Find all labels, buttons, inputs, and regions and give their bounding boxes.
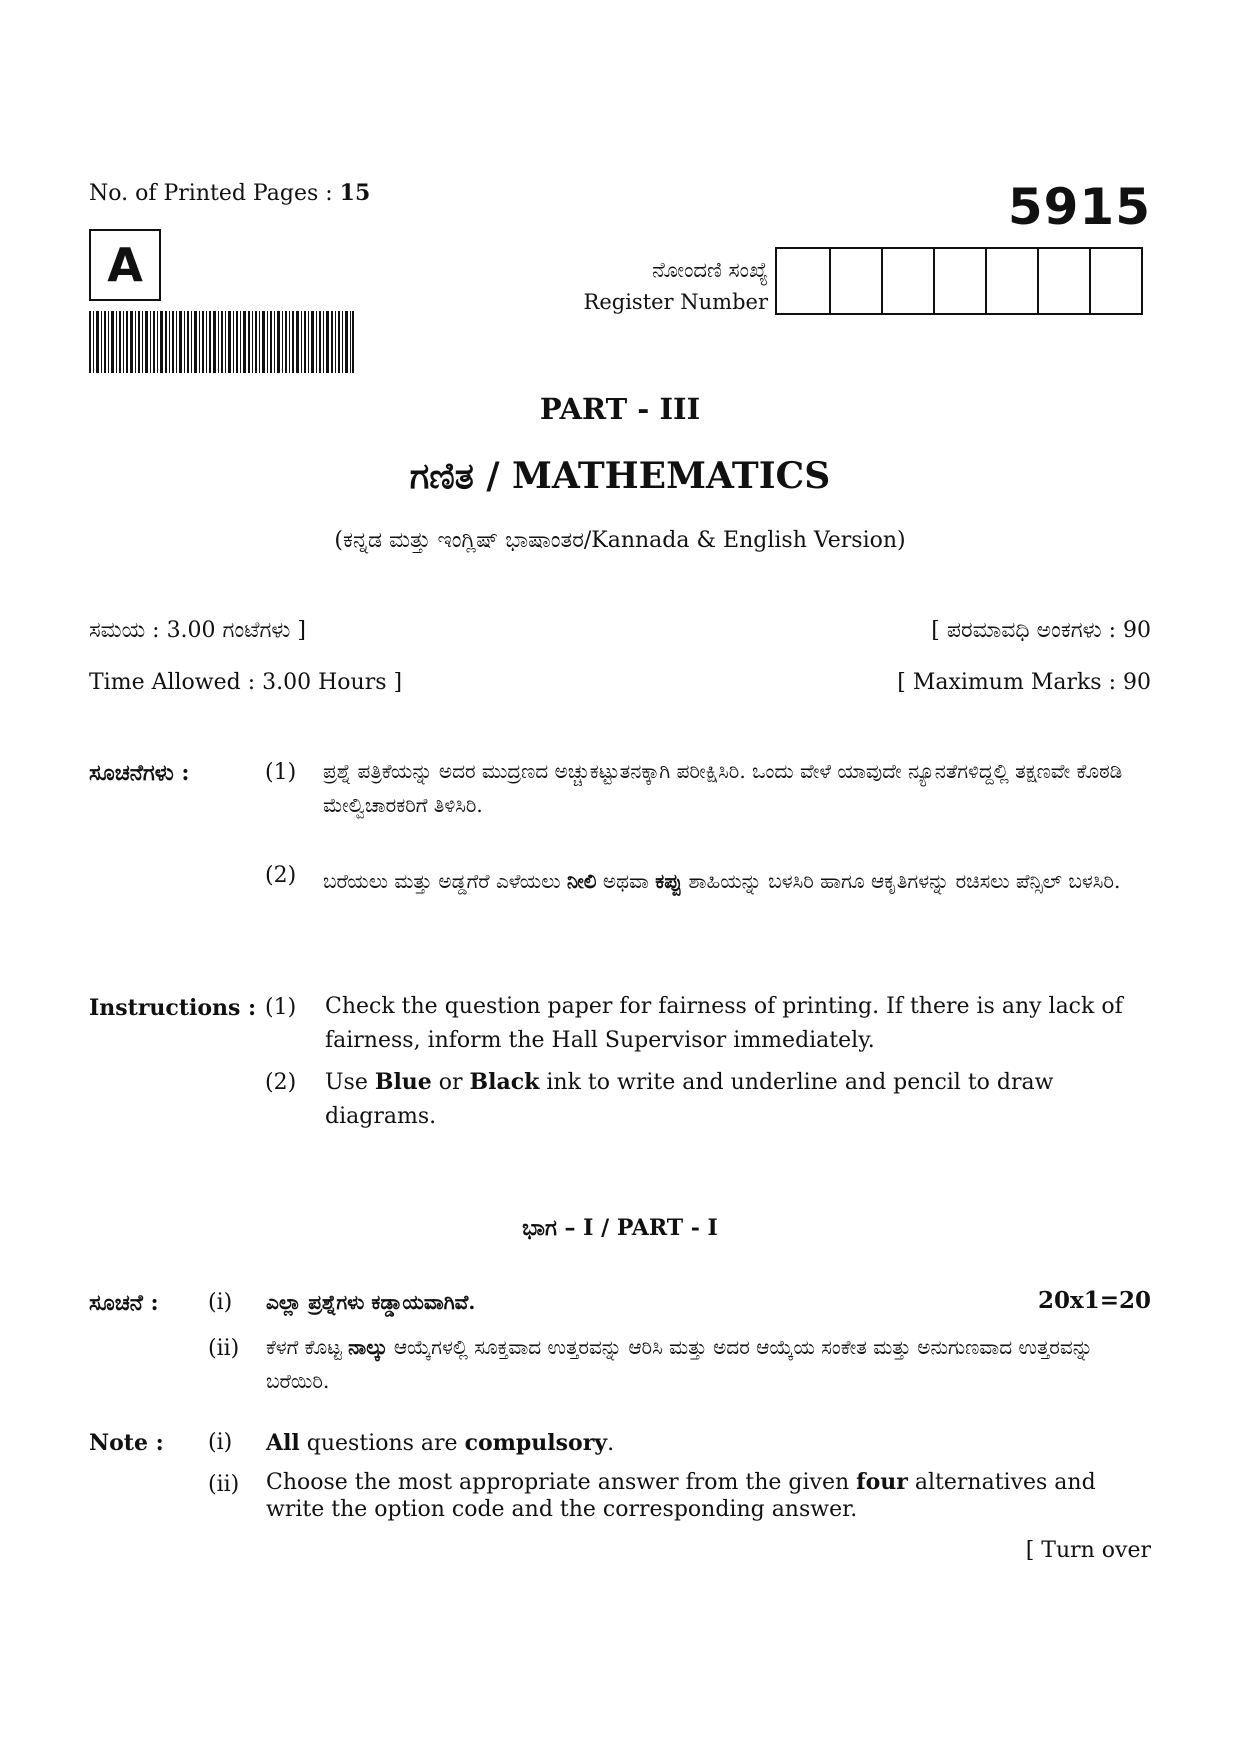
subject-title: ಗಣಿತ / MATHEMATICS: [409, 455, 831, 497]
register-digit-box[interactable]: [829, 249, 881, 313]
printed-pages-value: 15: [339, 180, 371, 206]
instructions-kannada-label: ಸೂಚನೆಗಳು :: [89, 760, 190, 786]
item-number: (i): [208, 1290, 233, 1315]
item-number: (ii): [208, 1472, 240, 1497]
register-digit-box[interactable]: [881, 249, 933, 313]
marks-scheme: 20x1=20: [1037, 1287, 1151, 1314]
time-allowed: Time Allowed : 3.00 Hours ]: [89, 670, 403, 695]
printed-pages-label: No. of Printed Pages :: [89, 181, 333, 206]
max-marks-kannada: [ ಪರಮಾವಧಿ ಅಂಕಗಳು : 90: [931, 618, 1151, 643]
item-number: (1): [265, 760, 297, 785]
instruction-en-1: Check the question paper for fairness of printing. If there is any lack of fairness, inform the Hall Supervisor immediately.: [325, 994, 1123, 1053]
version-line: (ಕನ್ನಡ ಮತ್ತು ಇಂಗ್ಲಿಷ್ ಭಾಷಾಂತರ/Kannada & English Version): [334, 528, 906, 553]
register-label-kannada: ನೋಂದಣಿ ಸಂಖ್ಯೆ: [652, 258, 768, 282]
register-digit-box[interactable]: [933, 249, 985, 313]
item-number: (1): [265, 995, 297, 1020]
max-marks: [ Maximum Marks : 90: [897, 670, 1151, 695]
barcode-image: [89, 311, 354, 373]
note-label: Note :: [89, 1430, 164, 1456]
instruction-kn-2: ಬರೆಯಲು ಮತ್ತು ಅಡ್ಡಗೆರೆ ಎಳೆಯಲು ನೀಲಿ ಅಥವಾ ಕಪ್ಪು ಶಾಹಿಯನ್ನು ಬಳಸಿರಿ ಹಾಗೂ ಆಕೃತಿಗಳನ್ನು ರಚಿಸಲು ಪೆನ್ಸಿಲ್ ಬಳಸಿರಿ.: [323, 869, 1121, 893]
time-kannada: ಸಮಯ : 3.00 ಗಂಟೆಗಳು ]: [89, 618, 306, 643]
printed-pages: [89, 180, 370, 206]
turn-over: [ Turn over: [1025, 1538, 1151, 1563]
note-kn-1: ಎಲ್ಲಾ ಪ್ರಶ್ನೆಗಳು ಕಡ್ಡಾಯವಾಗಿವೆ.: [266, 1290, 476, 1314]
paper-code: 5915: [1007, 178, 1151, 236]
instruction-kn-1: ಪ್ರಶ್ನೆ ಪತ್ರಿಕೆಯನ್ನು ಅದರ ಮುದ್ರಣದ ಅಚ್ಚುಕಟ್ಟುತನಕ್ಕಾಗಿ ಪರೀಕ್ಷಿಸಿರಿ. ಒಂದು ವೇಳೆ ಯಾವುದೇ ನ್ಯೂನತೆಗಳಿದ್ದಲ್ಲಿ ತಕ್ಷಣವೇ ಕೊಠಡಿ ಮೇಲ್ವಿಚಾರಕರಿಗೆ ತಿಳಿಸಿರಿ.: [323, 759, 1123, 817]
item-number: (2): [265, 863, 297, 888]
instructions-label: Instructions :: [89, 995, 257, 1021]
register-digit-box[interactable]: [1089, 249, 1141, 313]
part-title: PART - III: [539, 392, 701, 426]
item-number: (2): [265, 1070, 297, 1095]
note-en-2: Choose the most appropriate answer from the given four alternatives and write the option code and the corresponding answer.: [266, 1469, 1096, 1522]
register-number-boxes[interactable]: [775, 247, 1143, 315]
instruction-en-2: Use Blue or Black ink to write and underline and pencil to draw diagrams.: [325, 1069, 1054, 1129]
register-label-english: Register Number: [583, 290, 768, 314]
item-number: (i): [208, 1430, 233, 1455]
note-kannada-label: ಸೂಚನೆ :: [89, 1290, 159, 1316]
register-digit-box[interactable]: [1037, 249, 1089, 313]
register-digit-box[interactable]: [777, 249, 829, 313]
register-digit-box[interactable]: [985, 249, 1037, 313]
item-number: (ii): [208, 1336, 240, 1361]
note-kn-2: ಕೆಳಗೆ ಕೊಟ್ಟ ನಾಲ್ಕು ಆಯ್ಕೆಗಳಲ್ಲಿ ಸೂಕ್ತವಾದ ಉತ್ತರವನ್ನು ಆರಿಸಿ ಮತ್ತು ಅದರ ಆಯ್ಕೆಯ ಸಂಕೇತ ಮತ್ತು ಅನುಗುಣವಾದ ಉತ್ತರವನ್ನು ಬರೆಯಿರಿ.: [266, 1335, 1093, 1393]
register-number-label: [540, 254, 768, 318]
section-heading: ಭಾಗ – I / PART - I: [522, 1215, 718, 1241]
series-box: A: [89, 229, 161, 301]
note-en-1: All questions are compulsory.: [266, 1430, 615, 1456]
